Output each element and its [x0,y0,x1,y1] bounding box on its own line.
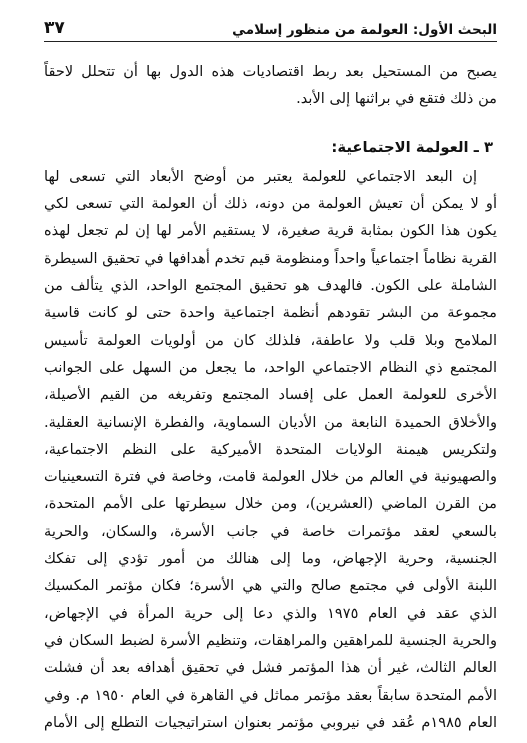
text-line: مجموعة من البشر تقودهم أنظمة اجتماعية واحدة حتى لو كانت قاسية [44,304,497,322]
text-line: الذي عقد في العام ١٩٧٥ والذي دعا إلى حرية المرأة في الإجهاض، [44,604,497,622]
text-line: العالم الثالث، غير أن هذا المؤتمر فشل في تحقيق أهدافه بعد أن فشلت [44,659,497,677]
text-line: الملامح وبلا قلب ولا عاطفة، فلذلك كان من أولويات العولمة تأسيس [44,331,497,349]
text-line: المجتمع ذي النظام الاجتماعي الواحد، ما يجعل من السهل على الجوانب [44,358,497,376]
text-line: إن البعد الاجتماعي للعولمة يعتبر من أوضح الأبعاد التي تسعى لها [44,167,477,185]
section-heading: ٣ ـ العولمة الاجتماعية: [331,138,493,156]
text-line: الأخرى للعولمة العمل على إفساد المجتمع وتفريغه من القيم الأصيلة، [44,386,497,404]
text-line: بالسعي لعقد مؤتمرات خاصة في جانب الأسرة، والسكان، والحرية [44,522,497,540]
page-number: ٣٧ [44,18,65,38]
text-line: من القرن الماضي (العشرين)، ومن خلال سيطرتها على الأمم المتحدة، [44,495,497,513]
text-line: اللبنة الأولى في مجتمع صالح والتي هي الأسرة؛ فكان مؤتمر المكسيك [44,577,497,595]
text-line: يكون هذا الكون بمثابة قرية صغيرة، لا يستقيم الأمر لها إن لم تجعل لهذه [44,222,497,240]
text-line: من ذلك فتقع في براثنها إلى الأبد. [296,90,497,108]
page-body [44,58,497,736]
text-line: أو لا يمكن أن تعيش العولمة من دونه، ذلك أن العولمة التي تسعى لكي [44,195,497,213]
text-line: القرية نظاماً اجتماعياً واحداً ومنظومة قيم تخدم أهدافها في تحقيق السيطرة [44,249,497,267]
text-line: يصبح من المستحيل بعد ربط اقتصاديات هذه الدول بها أن تتحلل لاحقاً [44,63,497,80]
text-line: ولتكريس هيمنة الولايات المتحدة الأميركية على النظم الاجتماعية، [44,440,497,458]
text-line: الجنسية، وحرية الإجهاض، وما إلى هنالك من أمور تؤدي إلى تفكك [44,550,497,568]
running-title: البحث الأول: العولمة من منظور إسلامي [232,22,497,38]
running-header [44,10,497,42]
intro-paragraph [44,58,497,113]
section-paragraph [44,163,497,736]
text-line: والحرية الجنسية للمراهقين والمراهقات، وتنظيم الأسرة لضبط السكان في [44,631,497,649]
text-line: والصهيونية في العالم من خلال العولمة قامت، وخاصة في فترة التسعينيات [44,468,497,486]
text-line: العام ١٩٨٥م عُقد في نيروبي مؤتمر بعنوان استراتيجيات التطلع إلى الأمام [44,713,497,731]
text-line: والأخلاق الحميدة النابعة من الأديان السماوية، والفطرة الإنسانية العقلية. [44,413,497,431]
text-line: الشاملة على الكون. فالهدف هو تحقيق المجتمع الواحد، الذي يتألف من [44,277,497,295]
text-line: الأمم المتحدة سابقاً بعقد مؤتمر مماثل في القاهرة في العام ١٩٥٠ م. وفي [44,686,497,704]
